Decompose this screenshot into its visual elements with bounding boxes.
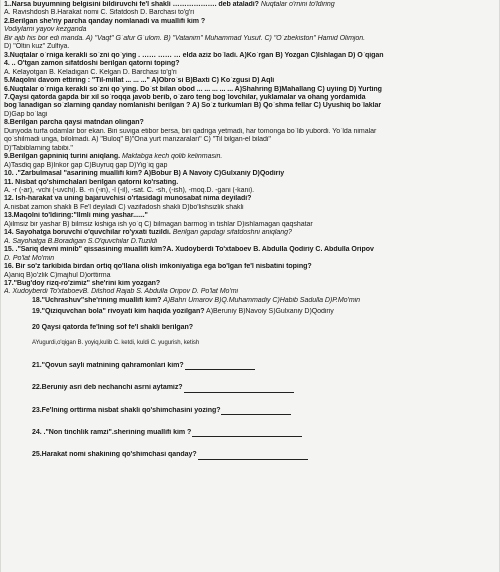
question-17: 17."Bug'doy rizq-ro'zimiz" she'rini kim yozgan? (4, 279, 161, 287)
question-14: 14. Sayohatga boruvchi o'quvchilar ro'yxati tuzildi. Berilgan gapdagi sifatdoshni aniqlang? (4, 229, 292, 237)
question-8-option-d: D)'Tabiblarning tabibi." (4, 144, 73, 152)
question-4: 4. .. O'tgan zamon sifatdoshi berilgan qatorni toping? (4, 60, 180, 68)
question-8-passage-line-1: Dunyoda turfa odamlar bor ekan. Biri suviga etibor bersa, biri qadriga yetmadi, har tomonga bo`lib yubordi. Yo`lda nimalar (4, 127, 377, 135)
question-10: 10. ."Zarbulmasal "asarining muallifi kim? A)Bobur B) A Navoiy C)Gulxaniy D)Qodiriy (4, 170, 285, 178)
question-17-options: A. Xudoyberdi To'xtaboevB. Dilshod Rajab S. Abdulla Oripov D. Po'lat Mo'mi (4, 288, 239, 296)
question-22: 22.Beruniy asri deb nechanchi asrni aytamiz? (4, 384, 495, 392)
question-11: 11. Nisbat qo'shimchalari berilgan qatorni ko'rsating. (4, 178, 179, 186)
answer-blank-21[interactable] (185, 362, 255, 370)
question-2-verse-line-2: Bir ajib his bor edi manda. A) "Vaqt" G`afur G`ulom. B) "Vatanim" Muhammad Yusuf. C) "O`zbekiston" Hamid Olimjon. (4, 34, 366, 42)
question-19: 19."Qiziquvchan bola" rivoyati kim haqida yozilgan? A)Beruniy B)Navoiy S)Gulxaniy D)Qodiriy (32, 308, 334, 316)
question-7-line-2: bog`lanadigan so`zlarning qanday nomlanishi berilgan ? A) So`z turkumlari B) Qo`shma fellar C) Uyushiq bo`laklar (4, 102, 382, 110)
question-25: 25.Harakat nomi shakining qo'shimchasi qanday? (4, 451, 495, 459)
question-9-options: A)Tasdiq gap B)Inkor gap C)Buyruq gap D)Yig`iq gap (4, 161, 168, 169)
question-7-option-d: D)Gap bo`lagi (4, 110, 48, 118)
question-13: 13.Maqolni to'ldiring:"Ilmli ming yashar......" (4, 212, 148, 220)
answer-blank-23[interactable] (221, 407, 291, 415)
question-5: 5.Maqolni davom ettiring : "Til-millat ... ... ..." A)Obro`si B)Baxti C) Ko`zgusi D) Aqli (4, 77, 275, 85)
question-11-options: A. -r (-ar), -vchi (-uvchi). B. -n (-in), -l (-il), -sat. C. -sh, (-ish), -moq.D. -gani (-kani). (4, 186, 255, 194)
answer-blank-25[interactable] (198, 452, 308, 460)
question-1: 1..Narsa buyumning belgisini bildiruvchi fe'l shakli ………………. deb ataladi? Nuqtalar o'rnini to'ldiring (4, 1, 335, 8)
question-6: 6.Nuqtalar o`rniga kerakli so`zni qo`ying. Do`st bilan obod ... ... ... ... ... A)Shahring B)Mahallang C) uyiing D) Yurting (4, 85, 382, 93)
question-2-option-d: D) "Oltin kuz" Zulfiya. (4, 43, 70, 51)
question-8-passage-line-2: qo`shilmadi unga, bilolmadi. A) "Buloq" B)"Ona yurt manzaralari" C) "Til bilgan-el biladi" (4, 136, 271, 144)
question-16: 16. Bir so'z tarkibida birdan ortiq qo'llana olish imkoniyatiga ega bo'lgan fe'l nisbatini toping? (4, 263, 312, 271)
question-15: 15. ."Sariq devni minib" qissasining muallifi kim?A. Xudoyberdi To'xtaboev B. Abdulla Qodiriy C. Abdulla Oripov (4, 246, 374, 254)
worksheet-content (1, 0, 499, 460)
question-7-line-1: 7.Qaysi qatorda gapda bir xil so`roqqa javob berib, o`zaro teng bog`lovchilar, yuklamalar va ohang yordamida (4, 93, 366, 101)
question-12-options: A.nisbat zamon shakli B Fe'l deyiladi C) vazifadosh shakli D)bo'lishsizlik shakli (4, 203, 244, 211)
question-4-options: A. Kelayotgan B. Keladigan C. Kelgan D. Barchasi to'g'ri (4, 68, 177, 76)
question-2: 2.Berilgan she'riy parcha qanday nomlanadi va muallifi kim ? (4, 17, 206, 25)
question-8: 8.Berilgan parcha qaysi matndan olingan? (4, 119, 144, 127)
question-23: 23.Fe'lning orttirma nisbat shakli qo'shimchasini yozing? (4, 407, 495, 415)
question-2-verse-line-1: Vodiylarni yayov kezganda (4, 26, 87, 34)
question-21: 21."Qovun sayli matnining qahramonlari kim? (4, 362, 495, 370)
question-24: 24. ."Non tinchlik ramzi".sherining muallifi kim ? (4, 429, 495, 437)
answer-blank-24[interactable] (192, 429, 302, 437)
answer-blank-22[interactable] (184, 385, 294, 393)
question-20-options: AYugurdi,o'qigan B. yoyiq,kulib C. ketdi, kuldi C. yugurish, ketish (32, 340, 200, 347)
question-20: 20 Qaysi qatorda fe'lning sof fe'l shakli berilgan? (32, 323, 193, 331)
question-3: 3.Nuqtalar o`rniga kerakli so`zni qo`ying . …… …… … elda aziz bo`ladi. A)Ko`rgan B) Yozgan C)Ishlagan D) O`qigan (4, 51, 384, 59)
question-13-options: A)ilmsiz bir yashar B) bilmsiz kishiga ish yo`q C) bilmagan barmog`in tishlar D)ishlamagan qaqshatar (4, 220, 313, 228)
question-14-options: A. Sayohatga B.Boradigan S.O'quvchilar D.Tuzildi (4, 237, 158, 245)
question-12: 12. Ish-harakat va uning bajaruvchisi o'rtasidagi munosabat nima deyiladi? (4, 195, 252, 203)
question-1-options: A. Ravishdosh B.Harakat nomi C. Sifatdosh D. Barchasi to'g'ri (4, 9, 194, 17)
worksheet-page (1, 0, 499, 572)
question-15-option-d: D. Po'lat Mo'min (4, 254, 55, 262)
question-16-options: A)aniq B)o'zlik C)majhul D)orttirma (4, 271, 111, 279)
question-18: 18."Uchrashuv"she'rining muallifi kim? A)Bahri Umarov B)Q.Muhammadiy C)Habib Sadulla D)P.Mo'min (32, 296, 361, 304)
question-9: 9.Berilgan gapniniq turini aniqlang. Maktabga kech qolib kelinmasin. (4, 153, 223, 161)
